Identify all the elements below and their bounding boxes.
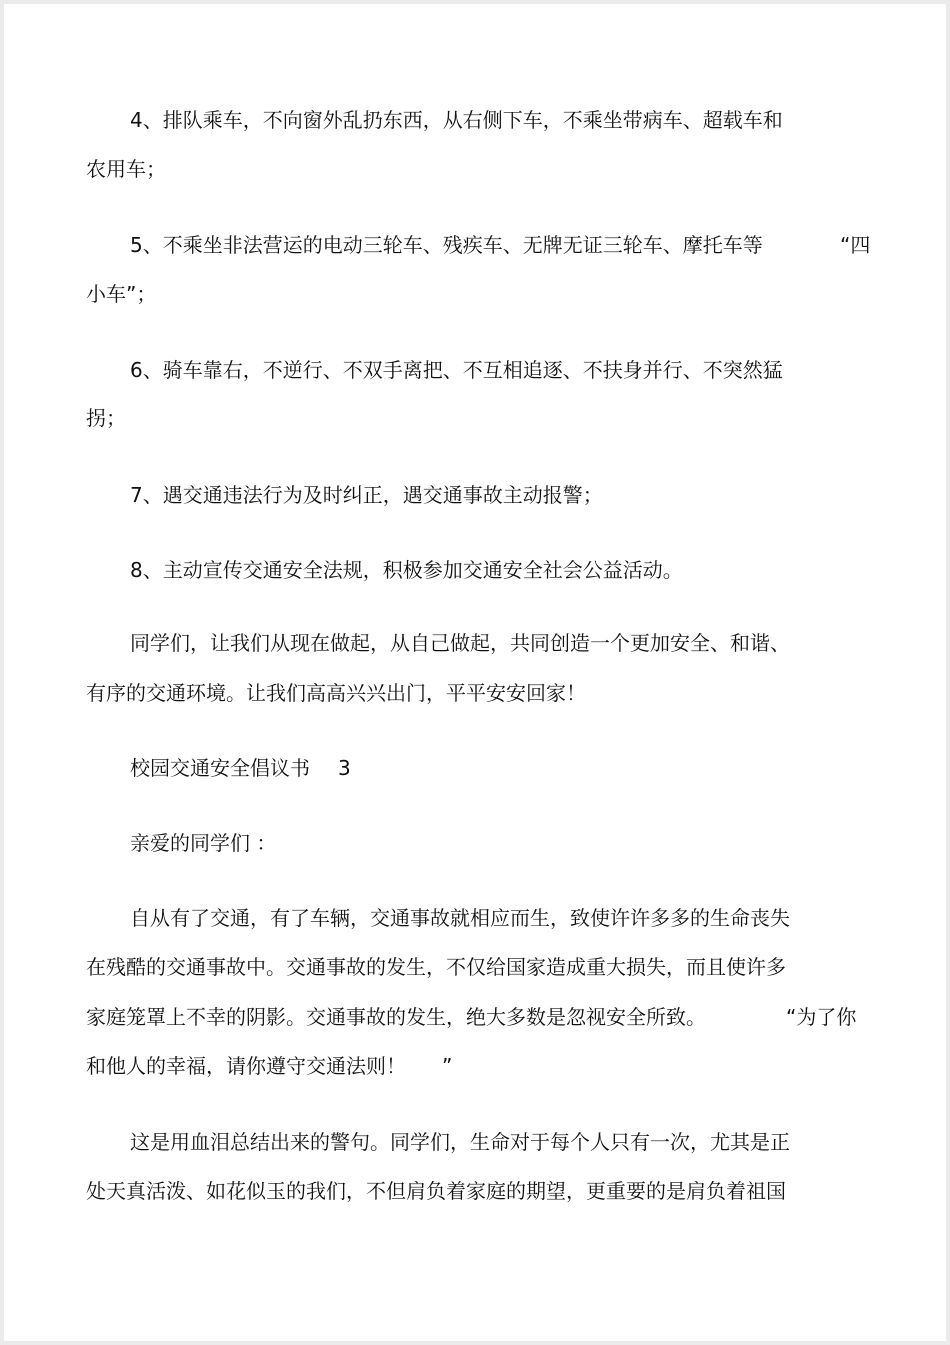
text-line: 农用车； [86,157,166,181]
text-line: 处天真活泼、如花似玉的我们，不但肩负着家庭的期望，更重要的是肩负着祖国 [86,1179,786,1203]
document-page [4,4,946,1341]
text-line: 8、主动宣传交通安全法规，积极参加交通安全社会公益活动。 [130,558,683,582]
text-line: “四 [840,233,871,257]
text-line: 小车”； [86,282,157,306]
text-line: 同学们，让我们从现在做起，从自己做起，共同创造一个更加安全、和谐、 [130,631,790,655]
text-line: 4、排队乘车，不向窗外乱扔东西，从右侧下车，不乘坐带病车、超载车和 [130,108,783,132]
text-line: 家庭笼罩上不幸的阴影。交通事故的发生，绝大多数是忽视安全所致。 [86,1005,706,1029]
text-line: “为了你 [786,1005,857,1029]
text-line: 7、遇交通违法行为及时纠正，遇交通事故主动报警； [130,483,603,507]
text-line: 6、骑车靠右，不逆行、不双手离把、不互相追逐、不扶身并行、不突然猛 [130,358,783,382]
section-heading: 校园交通安全倡议书 [130,756,310,780]
text-line: 有序的交通环境。让我们高高兴兴出门，平平安安回家！ [86,681,586,705]
section-number: 3 [338,756,351,780]
text-line: 和他人的幸福，请你遵守交通法则！ [86,1054,406,1078]
text-line: 这是用血泪总结出来的警句。同学们，生命对于每个人只有一次，尤其是正 [130,1130,790,1154]
text-line: 自从有了交通，有了车辆，交通事故就相应而生，致使许许多多的生命丧失 [130,906,790,930]
text-line: 拐； [86,406,126,430]
text-line: 在残酷的交通事故中。交通事故的发生，不仅给国家造成重大损失，而且使许多 [86,955,786,979]
text-line: 5、不乘坐非法营运的电动三轮车、残疾车、无牌无证三轮车、摩托车等 [130,233,763,257]
salutation: 亲爱的同学们 ： [130,831,277,855]
text-line: ” [442,1054,453,1078]
